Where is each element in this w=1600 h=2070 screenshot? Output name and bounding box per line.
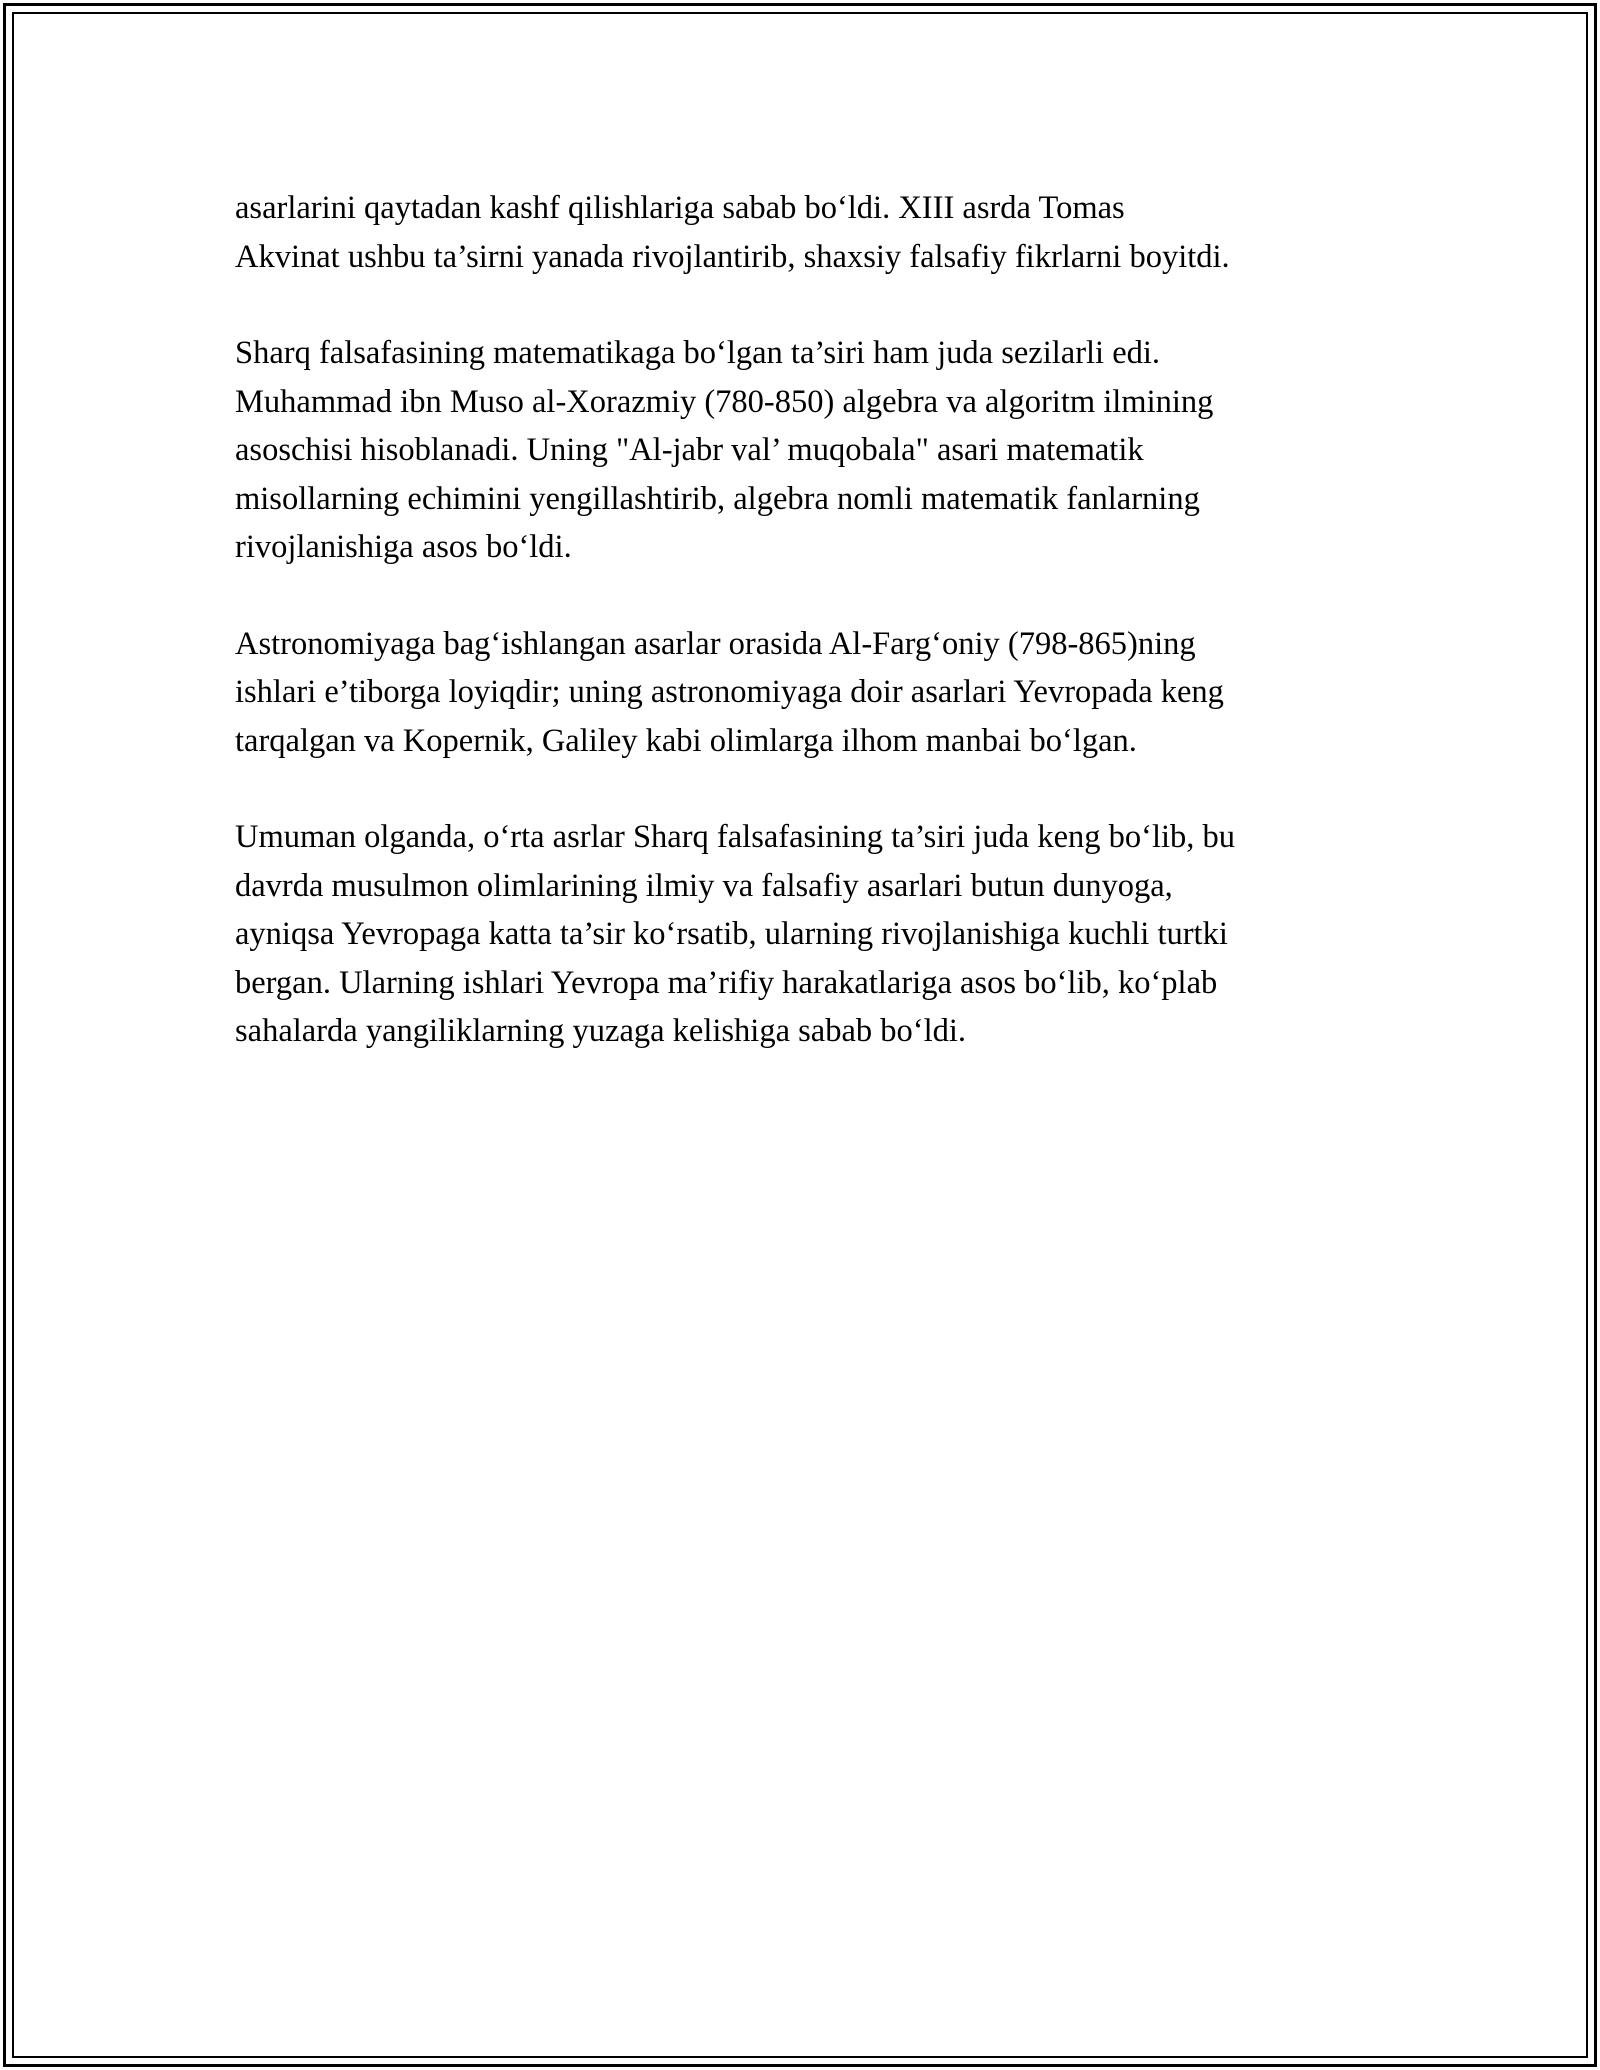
- paragraph-1: asarlarini qaytadan kashf qilishlariga sabab bo‘ldi. XIII asrda Tomas Akvinat ushbu ta’sirni yanada rivojlantirib, shaxsiy falsafiy fikrlarni boyitdi.: [235, 190, 1230, 275]
- paragraph-4: Umuman olganda, o‘rta asrlar Sharq falsafasining ta’siri juda keng bo‘lib, bu davrda musulmon olimlarining ilmiy va falsafiy asarlari butun dunyoga, ayniqsa Yevropaga katta ta’sir ko‘rsatib, ularning rivojlanishiga kuchli turtki bergan. Ularning ishlari Yevropa ma’rifiy harakatlariga asos bo‘lib, ko‘plab sahalarda yangiliklarning yuzaga kelishiga sabab bo‘ldi.: [235, 819, 1236, 1049]
- paragraph-2: Sharq falsafasining matematikaga bo‘lgan ta’siri ham juda sezilarli edi. Muhammad ibn Muso al-Xorazmiy (780-850) algebra va algoritm ilmining asoschisi hisoblanadi. Uning "Al-jabr val’ muqobala" asari matematik misollarning echimini yengillashtirib, algebra nomli matematik fanlarning rivojlanishiga asos bo‘ldi.: [235, 335, 1214, 565]
- paragraph-3: Astronomiyaga bag‘ishlangan asarlar orasida Al-Farg‘oniy (798-865)ning ishlari e’tiborga loyiqdir; uning astronomiyaga doir asarlari Yevropada keng tarqalgan va Kopernik, Galiley kabi olimlarga ilhom manbai bo‘lgan.: [235, 625, 1224, 759]
- document-body: [235, 184, 1395, 1104]
